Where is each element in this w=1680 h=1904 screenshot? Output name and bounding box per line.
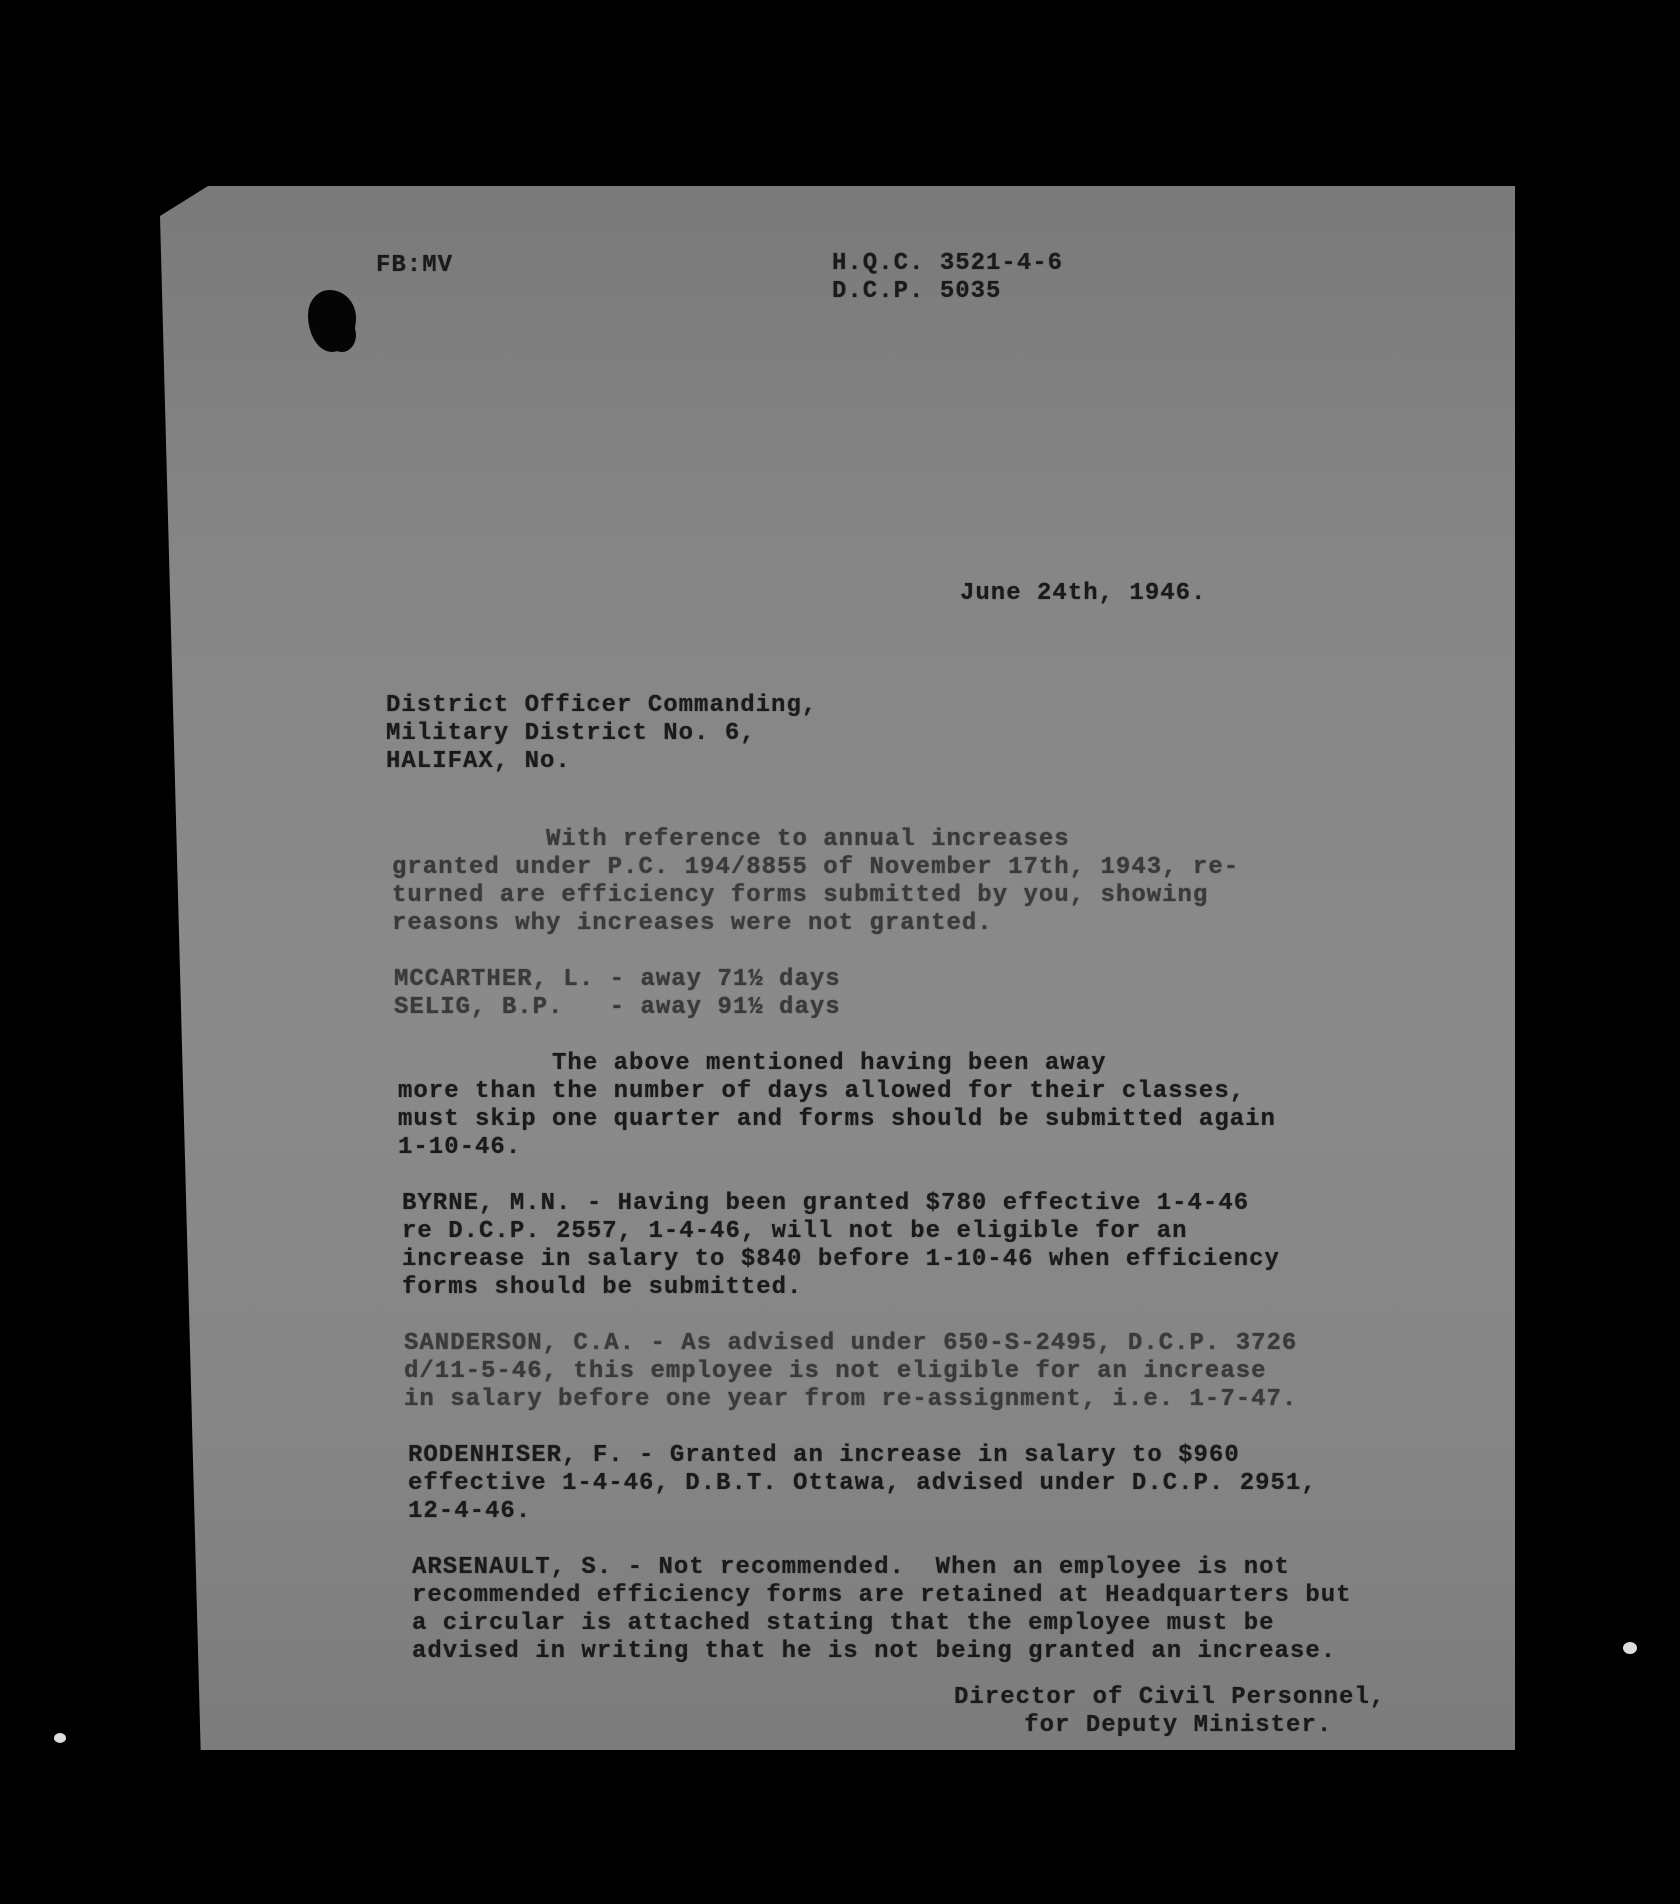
- body-line: forms should be submitted.: [402, 1274, 803, 1301]
- ink-blot: [308, 290, 356, 352]
- body-line: ARSENAULT, S. - Not recommended. When an employee is not: [412, 1554, 1290, 1581]
- speck: [54, 1733, 66, 1743]
- body-line: The above mentioned having been away: [398, 1050, 1107, 1077]
- body-line: recommended efficiency forms are retained at Headquarters but: [412, 1582, 1352, 1609]
- file-reference-dcp: D.C.P. 5035: [832, 278, 1002, 305]
- body-line: increase in salary to $840 before 1-10-46 when efficiency: [402, 1246, 1280, 1273]
- body-line: a circular is attached stating that the employee must be: [412, 1610, 1275, 1637]
- body-line: re D.C.P. 2557, 1-4-46, will not be eligible for an: [402, 1218, 1188, 1245]
- body-line: granted under P.C. 194/8855 of November 17th, 1943, re-: [392, 854, 1240, 881]
- letter-date: June 24th, 1946.: [960, 580, 1207, 607]
- file-reference-hqc: H.Q.C. 3521-4-6: [832, 250, 1064, 277]
- absence-entry: SELIG, B.P. - away 91½ days: [394, 994, 841, 1021]
- signature-subtitle: for Deputy Minister.: [978, 1712, 1333, 1739]
- body-line: RODENHISER, F. - Granted an increase in salary to $960: [408, 1442, 1240, 1469]
- body-line: turned are efficiency forms submitted by you, showing: [392, 882, 1209, 909]
- absence-entry: MCCARTHER, L. - away 71½ days: [394, 966, 841, 993]
- signature-title: Director of Civil Personnel,: [954, 1684, 1386, 1711]
- body-line: must skip one quarter and forms should be submitted again: [398, 1106, 1276, 1133]
- speck: [1623, 1642, 1637, 1654]
- addressee-line: District Officer Commanding,: [386, 692, 818, 719]
- body-line: advised in writing that he is not being granted an increase.: [412, 1638, 1337, 1665]
- addressee-line: HALIFAX, No.: [386, 748, 571, 775]
- body-line: d/11-5-46, this employee is not eligible for an increase: [404, 1358, 1267, 1385]
- body-line: BYRNE, M.N. - Having been granted $780 effective 1-4-46: [402, 1190, 1250, 1217]
- body-line: in salary before one year from re-assignment, i.e. 1-7-47.: [404, 1386, 1298, 1413]
- body-line: 1-10-46.: [398, 1134, 522, 1161]
- body-line: SANDERSON, C.A. - As advised under 650-S-2495, D.C.P. 3726: [404, 1330, 1298, 1357]
- body-line: reasons why increases were not granted.: [392, 910, 993, 937]
- body-line: more than the number of days allowed for their classes,: [398, 1078, 1246, 1105]
- addressee-line: Military District No. 6,: [386, 720, 756, 747]
- body-line: 12-4-46.: [408, 1498, 532, 1525]
- body-line: effective 1-4-46, D.B.T. Ottawa, advised under D.C.P. 2951,: [408, 1470, 1317, 1497]
- initials: FB:MV: [376, 252, 454, 279]
- body-line: With reference to annual increases: [392, 826, 1070, 853]
